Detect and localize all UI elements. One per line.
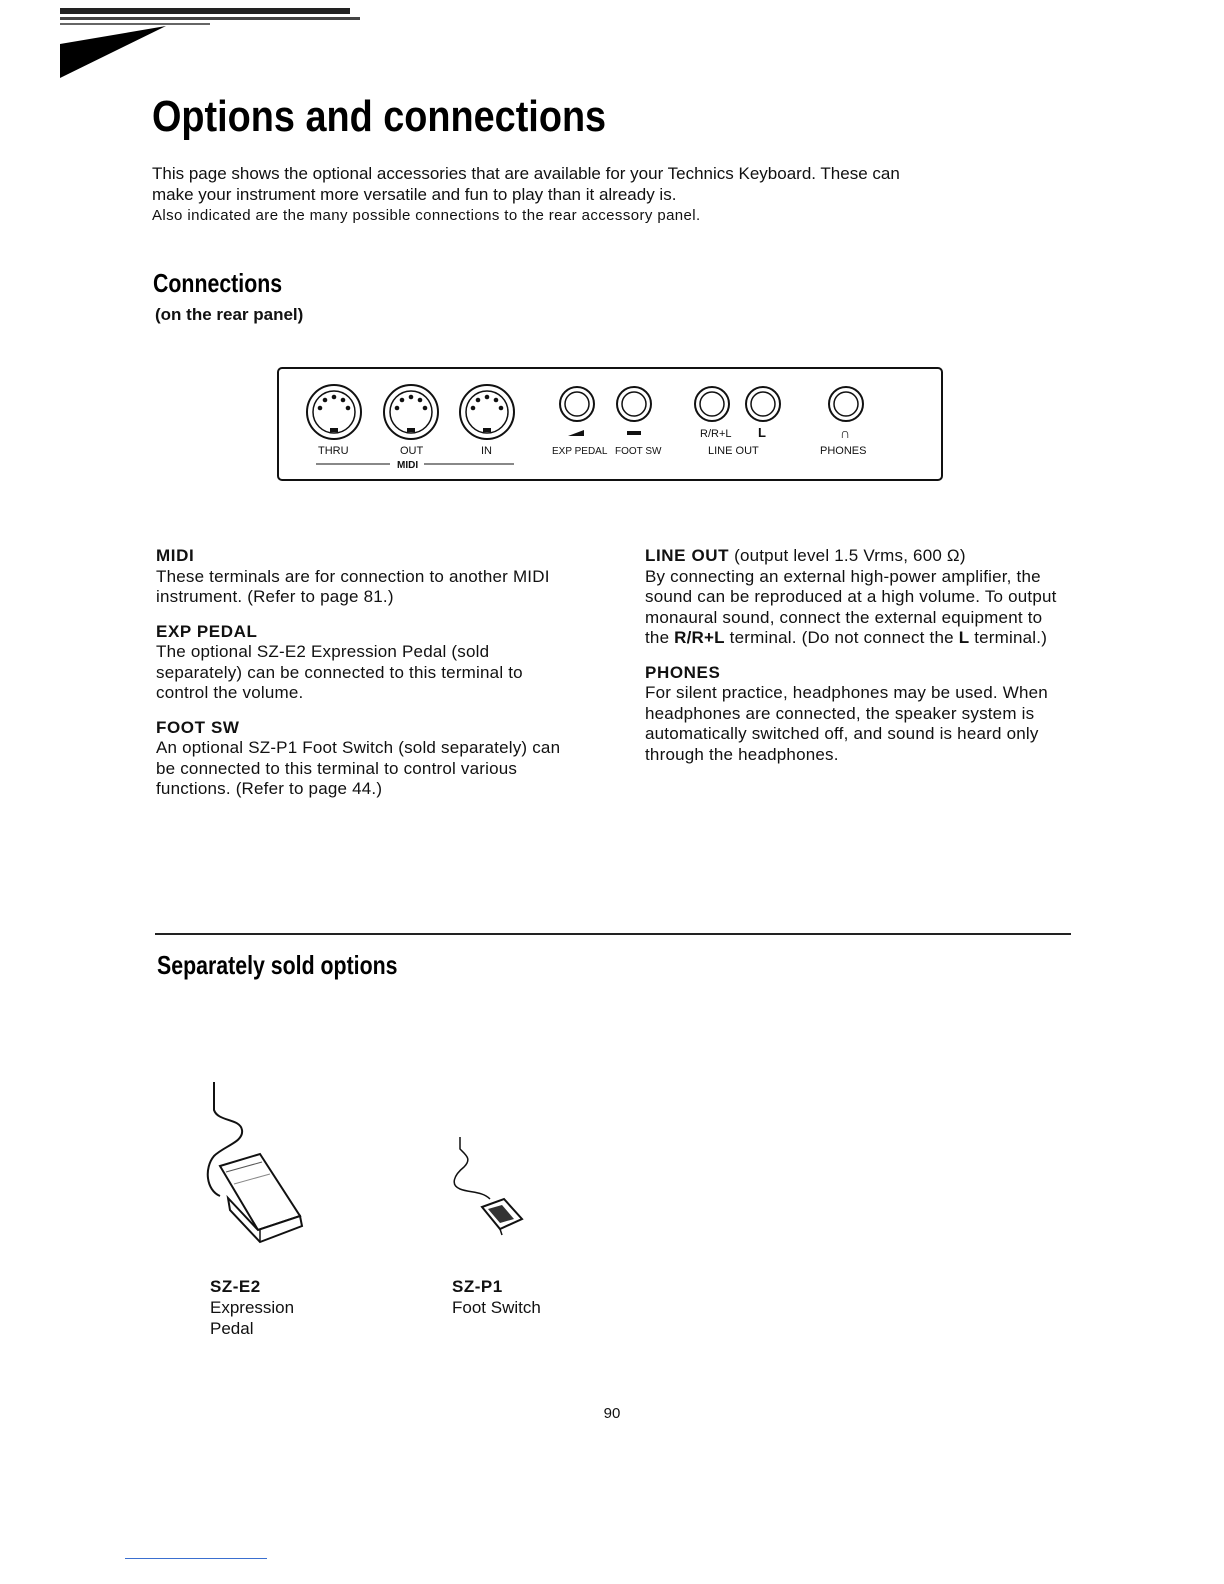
rear-panel-diagram	[270, 362, 950, 490]
option-name-line-2: Pedal	[210, 1319, 254, 1338]
intro-line-3: Also indicated are the many possible connections to the rear accessory panel.	[152, 207, 701, 224]
phones-label: PHONES	[820, 445, 867, 457]
left-column	[156, 546, 578, 814]
line-out-label: LINE OUT	[708, 445, 759, 457]
exp-pedal-label: EXP PEDAL	[552, 446, 608, 457]
in-label: IN	[481, 445, 492, 457]
foot-sw-section	[156, 718, 578, 800]
foot-sw-label: FOOT SW	[615, 446, 662, 457]
line-out-heading-line	[645, 546, 1069, 567]
line-out-text	[645, 567, 1069, 649]
line-out-text-e: terminal.)	[969, 628, 1048, 647]
option-model: SZ-P1	[452, 1277, 503, 1296]
page-title: Options and connections	[152, 92, 607, 141]
line-out-spec: (output level 1.5 Vrms, 600 Ω)	[734, 546, 966, 565]
section-divider	[155, 933, 1071, 935]
option-sz-e2	[210, 1276, 294, 1339]
line-out-text-a: By connecting an external high-power amplifier, the sound can be reproduced at a high volume. To output monaural sound, connect the external equipment to the	[645, 566, 1057, 647]
option-model: SZ-E2	[210, 1277, 261, 1296]
options-heading: Separately sold options	[157, 950, 398, 980]
line-out-text-d: L	[958, 628, 970, 647]
exp-pedal-heading: EXP PEDAL	[156, 621, 258, 641]
thru-label: THRU	[318, 445, 349, 457]
bottom-rule	[125, 1558, 267, 1559]
right-column	[645, 546, 1069, 779]
connections-subheading: (on the rear panel)	[155, 305, 304, 324]
line-out-text-b: R/R+L	[674, 628, 725, 647]
intro-line-2: make your instrument more versatile and fun to play than it already is.	[152, 185, 677, 204]
line-out-heading: LINE OUT	[645, 546, 730, 565]
midi-heading: MIDI	[156, 546, 195, 565]
option-name-line-1: Expression	[210, 1298, 295, 1317]
l-symbol: L	[758, 425, 766, 440]
page-number: 90	[603, 1405, 621, 1422]
foot-switch-illustration	[446, 1135, 536, 1240]
line-out-section	[645, 546, 1069, 649]
option-sz-p1	[452, 1276, 541, 1318]
phones-section	[645, 663, 1069, 766]
midi-text: These terminals are for connection to another MIDI instrument. (Refer to page 81.)	[156, 566, 550, 606]
midi-section	[156, 546, 578, 608]
intro-line-1: This page shows the optional accessories that are available for your Technics Keyboard. These can	[152, 164, 900, 183]
foot-sw-text: An optional SZ-P1 Foot Switch (sold separately) can be connected to this terminal to control various functions. (Refer to page 44.)	[156, 738, 561, 798]
exp-pedal-section	[156, 622, 578, 704]
foot-sw-heading: FOOT SW	[156, 717, 240, 737]
expression-pedal-illustration	[196, 1080, 316, 1250]
line-out-text-c: terminal. (Do not connect the	[724, 628, 959, 647]
rl-symbol: R/R+L	[700, 428, 732, 440]
option-name-line-1: Foot Switch	[452, 1298, 541, 1317]
phones-text: For silent practice, headphones may be used. When headphones are connected, the speaker system is automatically switched off, and sound is heard only through the headphones.	[645, 683, 1048, 764]
connections-heading: Connections	[153, 268, 283, 298]
intro-text	[152, 163, 1072, 226]
midi-label: MIDI	[397, 460, 419, 471]
exp-pedal-text: The optional SZ-E2 Expression Pedal (sold separately) can be connected to this terminal to control the volume.	[156, 642, 523, 702]
corner-decoration	[56, 4, 436, 80]
out-label: OUT	[400, 445, 424, 457]
phones-symbol: ∩	[840, 425, 851, 441]
phones-heading: PHONES	[645, 662, 721, 682]
